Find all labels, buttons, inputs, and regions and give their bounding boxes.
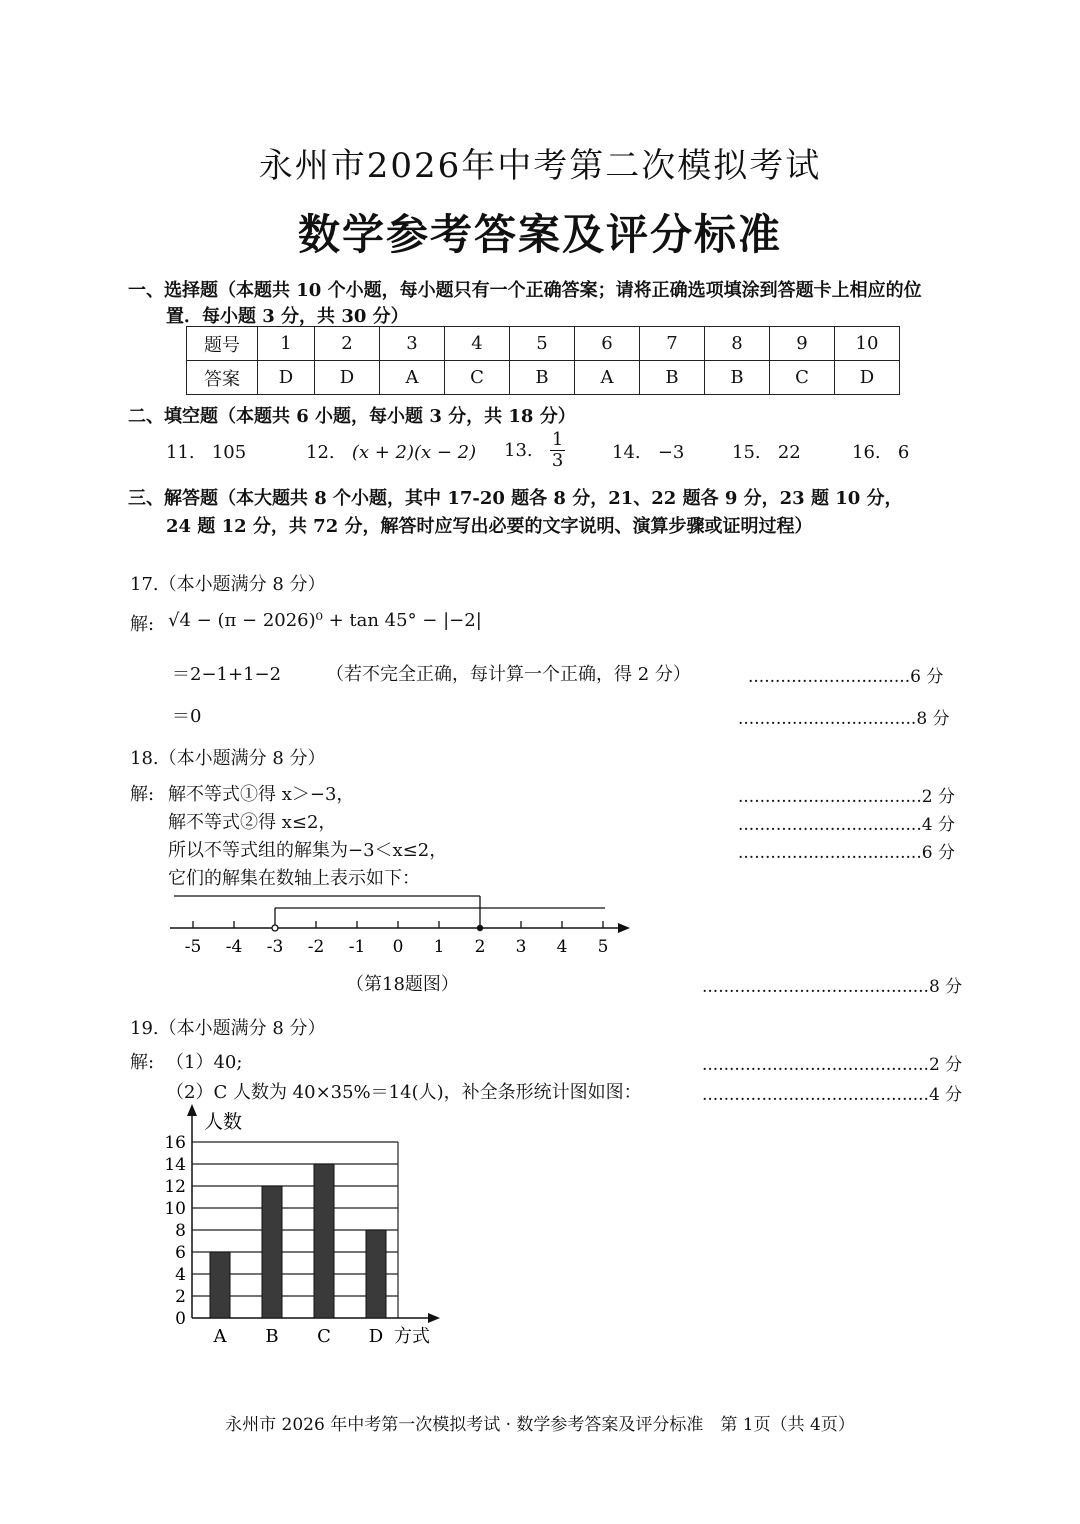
table-cell: 8 [705,327,770,361]
fill-item-answer: 6 [897,442,910,463]
q18-score3: ..................................6 分 [738,843,955,863]
section3-heading-line1: 三、解答题（本大题共 8 个小题，其中 17-20 题各 8 分，21、22 题各 9 分，23 题 10 分， [128,488,903,509]
table-cell: C [445,361,510,395]
q18-line1: 解不等式①得 x＞−3， [168,784,355,805]
fill-item-answer: −3 [657,442,685,463]
q18-line4: 它们的解集在数轴上表示如下： [168,868,420,889]
table-row-label: 题号 [187,327,258,361]
number-line-tick-label: -5 [184,937,202,957]
chart-y-axis-label: 人数 [204,1111,243,1133]
table-row-numbers [187,327,900,361]
answer-table [186,326,900,395]
table-row-answers [187,361,900,395]
number-line-tick-label: 4 [556,937,568,957]
chart-y-axis-arrow [187,1104,197,1116]
section2-heading: 二、填空题（本题共 6 小题，每小题 3 分，共 18 分） [128,406,576,427]
number-line-tick-label: 2 [474,937,486,957]
q18-line2: 解不等式②得 x≤2， [168,812,337,833]
chart-x-tick-label: D [368,1326,384,1347]
fill-item-num: 16. [852,442,881,463]
table-cell: D [258,361,315,395]
q19-score1: ..........................................2 分 [702,1055,963,1075]
closed-endpoint [477,925,483,931]
open-endpoint [272,925,278,931]
table-cell: 7 [640,327,705,361]
fill-item-15 [732,442,801,463]
table-cell: C [770,361,835,395]
q17-expression: √4 − (π − 2026)⁰ + tan 45° − |−2| [168,610,482,631]
q19-line1: （1）40; [166,1052,243,1073]
chart-y-tick-label: 16 [164,1133,186,1153]
q18-score4: ..........................................8 分 [702,977,963,997]
section1-heading-line1: 一、选择题（本题共 10 个小题，每小题只有一个正确答案；请将正确选项填涂到答题卡上相应的位 [128,280,922,301]
chart-y-tick-label: 12 [164,1177,186,1197]
table-cell: A [380,361,445,395]
fill-item-num: 11. [166,442,195,463]
q18-caption: （第18题图） [346,974,459,995]
fill-item-num: 13. [504,440,533,461]
number-line-tick-label: -1 [348,937,366,957]
fraction [550,430,565,471]
number-line-tick-label: 1 [433,937,445,957]
fill-item-answer: 105 [211,442,247,463]
number-line-tick-label: -2 [307,937,325,957]
fill-item-num: 14. [612,442,641,463]
chart-bar [262,1186,282,1318]
chart-x-axis-arrow [428,1313,440,1323]
exam-title: 永州市2026年中考第二次模拟考试 [258,146,822,186]
chart-y-tick-label: 2 [175,1287,186,1307]
chart-bar [314,1164,334,1318]
fill-item-13 [504,430,565,471]
q19-line2: （2）C 人数为 40×35%＝14(人)，补全条形统计图如图： [166,1082,642,1103]
table-cell: B [510,361,575,395]
number-line-tick-label: 3 [515,937,527,957]
page-footer: 永州市 2026 年中考第一次模拟考试 · 数学参考答案及评分标准 第 1页（共 4页） [225,1415,855,1435]
chart-y-tick-label: 8 [175,1221,186,1241]
table-cell: 3 [380,327,445,361]
fill-item-14 [612,442,684,463]
number-line-tick-label: -4 [225,937,243,957]
bar-chart [150,1100,450,1350]
chart-y-tick-label: 14 [164,1155,186,1175]
q18-jie: 解: [130,784,155,805]
q18-score2: ..................................4 分 [738,815,955,835]
q19-jie: 解: [130,1052,155,1073]
chart-y-tick-label: 4 [175,1265,186,1285]
fill-item-11 [166,442,246,463]
q19-heading: 19.（本小题满分 8 分） [130,1018,326,1039]
fill-item-answer: (x + 2)(x − 2) [351,442,477,463]
fill-item-answer: 22 [777,442,801,463]
fill-item-num: 12. [306,442,335,463]
q17-heading: 17.（本小题满分 8 分） [130,574,326,595]
table-cell: A [575,361,640,395]
table-cell: 2 [315,327,380,361]
table-cell: B [640,361,705,395]
q17-step2: ＝0 [172,706,202,727]
fill-item-16 [852,442,909,463]
number-line-tick-label: 5 [597,937,609,957]
chart-x-tick-label: B [265,1326,279,1347]
table-cell: D [315,361,380,395]
chart-bar [366,1230,386,1318]
table-cell: 5 [510,327,575,361]
fraction-denominator: 3 [551,450,564,471]
q17-score1: ..............................6 分 [748,667,944,687]
q17-jie: 解: [130,614,155,635]
q17-note: （若不完全正确，每计算一个正确，得 2 分） [326,664,691,685]
q18-heading: 18.（本小题满分 8 分） [130,748,326,769]
number-line-arrow [618,923,630,933]
table-row-label: 答案 [187,361,258,395]
q18-score1: ..................................2 分 [738,787,955,807]
fill-item-12 [306,442,476,463]
number-line-tick-label: 0 [392,937,404,957]
table-cell: D [835,361,900,395]
section1-heading-line2: 置．每小题 3 分，共 30 分） [166,306,409,327]
number-line-tick-label: -3 [266,937,284,957]
chart-y-tick-label: 10 [164,1199,186,1219]
chart-y-tick-label: 6 [175,1243,186,1263]
fill-item-num: 15. [732,442,761,463]
chart-x-tick-label: A [213,1326,227,1347]
chart-x-axis-label: 方式 [394,1326,430,1347]
table-cell: 9 [770,327,835,361]
table-cell: 1 [258,327,315,361]
q17-step1: ＝2−1+1−2 [172,664,282,685]
q18-line3: 所以不等式组的解集为−3＜x≤2， [168,840,448,861]
table-cell: 6 [575,327,640,361]
table-cell: 10 [835,327,900,361]
table-cell: B [705,361,770,395]
chart-bar [210,1252,230,1318]
q17-score2: .................................8 分 [738,709,950,729]
table-cell: 4 [445,327,510,361]
chart-y-tick-label: 0 [175,1309,186,1329]
section3-heading-line2: 24 题 12 分，共 72 分，解答时应写出必要的文字说明、演算步骤或证明过程） [166,516,813,537]
fraction-numerator: 1 [551,429,564,450]
number-line [160,888,640,968]
answer-key-title: 数学参考答案及评分标准 [297,210,782,259]
q19-score2: ..........................................4 分 [702,1085,963,1105]
chart-x-tick-label: C [317,1326,331,1347]
